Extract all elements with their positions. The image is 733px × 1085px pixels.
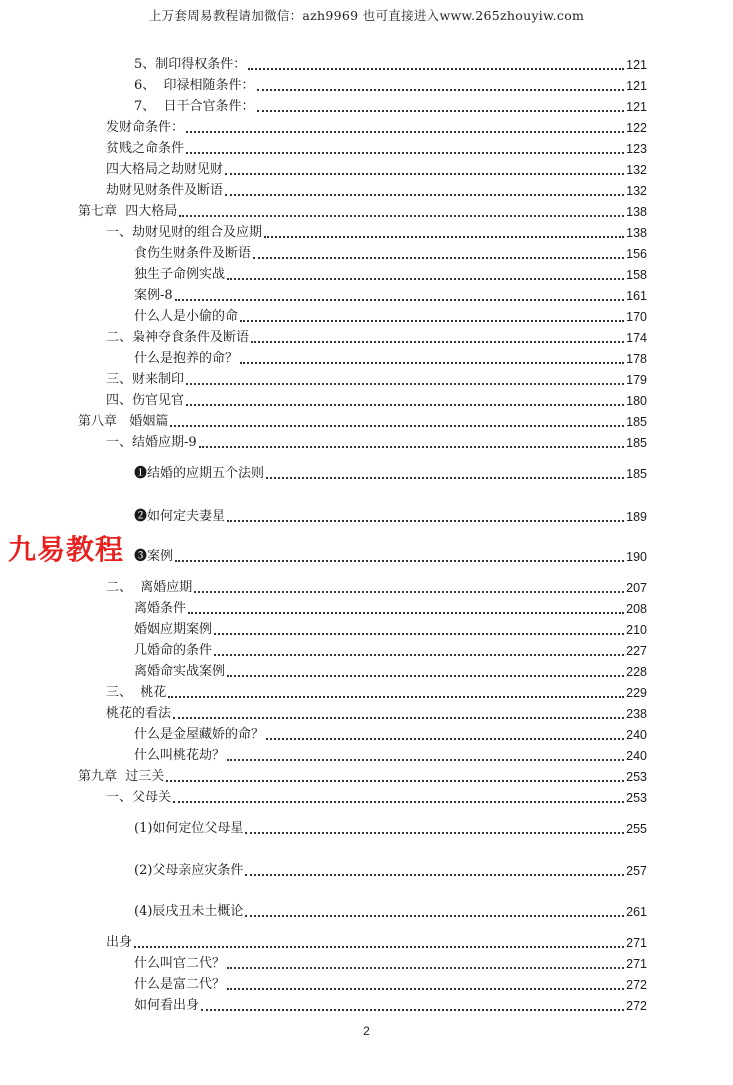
dot-leader (227, 967, 624, 969)
toc-entry-title: 食伤生财条件及断语 (134, 246, 252, 261)
toc-entry-page: 207 (626, 581, 647, 595)
dot-leader (186, 131, 624, 133)
toc-entry-page: 271 (626, 957, 647, 971)
toc-chapter (78, 413, 647, 431)
dot-leader (227, 759, 624, 761)
toc-entry-title: 什么人是小偷的命 (134, 309, 239, 324)
watermark-logo: 九易教程 (8, 533, 125, 566)
toc-entry-title: 三、 桃花 (106, 685, 167, 700)
toc-entry-page: 189 (626, 510, 647, 524)
toc-entry-page: 228 (626, 665, 647, 679)
page-number: 2 (363, 1024, 370, 1038)
toc-entry-title: 二、枭神夺食条件及断语 (106, 330, 250, 345)
toc-entry-title: 5、制印得权条件： (134, 57, 247, 72)
toc-entry-page: 255 (626, 822, 647, 836)
dot-leader (240, 362, 624, 364)
toc-entry-page: 158 (626, 268, 647, 282)
toc-entry (106, 789, 647, 807)
toc-entry-page: 240 (626, 728, 647, 742)
toc-entry-page: 121 (626, 79, 647, 93)
toc-entry-title: 一、父母关 (106, 790, 172, 805)
dot-leader (227, 278, 624, 280)
toc-entry-title: 一、劫财见财的组合及应期 (106, 225, 263, 240)
toc-entry-title: 出身 (106, 935, 133, 950)
toc-entry-title: 什么是金屋藏娇的命？ (134, 727, 265, 742)
toc-entry (134, 465, 647, 483)
toc-entry-title: 独生子命例实战 (134, 267, 226, 282)
dot-leader (264, 236, 624, 238)
toc-entry (134, 955, 647, 973)
toc-entry-page: 179 (626, 373, 647, 387)
toc-entry (134, 308, 647, 326)
dot-leader (240, 320, 624, 322)
toc-entry (134, 98, 647, 116)
toc-entry-page: 122 (626, 121, 647, 135)
toc-entry-page: 121 (626, 100, 647, 114)
toc-entry-page: 185 (626, 467, 647, 481)
dot-leader (214, 654, 624, 656)
dot-leader (225, 173, 624, 175)
toc-entry (134, 663, 647, 681)
toc-entry-page: 272 (626, 999, 647, 1013)
toc-entry (106, 705, 647, 723)
dot-leader (186, 404, 624, 406)
toc-entry-title: 二、 离婚应期 (106, 580, 193, 595)
toc-entry-title: 婚姻应期案例 (134, 622, 213, 637)
dot-leader (245, 874, 624, 876)
toc-entry-page: 156 (626, 247, 647, 261)
toc-entry-page: 180 (626, 394, 647, 408)
dot-leader (248, 68, 624, 70)
toc-entry (134, 56, 647, 74)
toc-entry-title: (4)辰戌丑未土概论 (134, 904, 244, 919)
toc-entry-title: ❸案例 (134, 549, 174, 564)
toc-entry-page: 190 (626, 550, 647, 564)
toc-entry-title: 一、结婚应期-9 (106, 435, 197, 450)
toc-entry-page: 121 (626, 58, 647, 72)
dot-leader (201, 1009, 624, 1011)
dot-leader (199, 446, 624, 448)
toc-entry-page: 253 (626, 770, 647, 784)
toc-entry-title: 什么是抱养的命？ (134, 351, 239, 366)
dot-leader (266, 477, 624, 479)
toc-entry (106, 434, 647, 452)
toc-entry-page: 238 (626, 707, 647, 721)
dot-leader (214, 633, 624, 635)
toc-entry (134, 600, 647, 618)
toc-entry (106, 329, 647, 347)
toc-entry (134, 642, 647, 660)
toc-entry-page: 261 (626, 905, 647, 919)
dot-leader (227, 520, 624, 522)
toc-entry (134, 77, 647, 95)
dot-leader (253, 257, 624, 259)
toc-entry (106, 684, 647, 702)
toc-entry-title: 什么是富二代？ (134, 977, 226, 992)
toc-entry-title: 几婚命的条件 (134, 643, 213, 658)
toc-entry-title: 7、 日干合官条件： (134, 99, 255, 114)
toc-entry-title: 什么叫桃花劫？ (134, 748, 226, 763)
toc-entry (134, 548, 647, 566)
toc-entry (106, 934, 647, 952)
toc-entry-page: 132 (626, 184, 647, 198)
toc-entry (106, 119, 647, 137)
toc-entry (134, 621, 647, 639)
toc-entry (134, 350, 647, 368)
toc-entry (134, 862, 647, 880)
dot-leader (245, 915, 624, 917)
toc-entry-page: 257 (626, 864, 647, 878)
toc-entry-page: 138 (626, 205, 647, 219)
toc-entry-title: (2)父母亲应灾条件 (134, 863, 244, 878)
toc-entry-title: 6、 印禄相随条件： (134, 78, 255, 93)
dot-leader (186, 383, 624, 385)
dot-leader (194, 591, 624, 593)
toc-entry-page: 138 (626, 226, 647, 240)
toc-entry (134, 726, 647, 744)
toc-entry (106, 161, 647, 179)
toc-entry (106, 392, 647, 410)
dot-leader (227, 988, 624, 990)
toc-entry (134, 245, 647, 263)
dot-leader (173, 717, 624, 719)
toc-entry-page: 161 (626, 289, 647, 303)
page-header: 上万套周易教程请加微信：azh9969 也可直接进入www.265zhouyiw.com (148, 8, 585, 23)
toc-entry-page: 174 (626, 331, 647, 345)
toc-chapter (78, 203, 647, 221)
toc-entry-page: 123 (626, 142, 647, 156)
dot-leader (175, 560, 624, 562)
toc-entry-title: 案例-8 (134, 288, 173, 303)
toc-entry-title: 什么叫官二代？ (134, 956, 226, 971)
toc-entry (134, 508, 647, 526)
toc-entry-title: 劫财见财条件及断语 (106, 183, 224, 198)
dot-leader (257, 89, 625, 91)
dot-leader (175, 299, 624, 301)
toc-entry (106, 224, 647, 242)
dot-leader (166, 780, 624, 782)
dot-leader (266, 738, 624, 740)
toc-entry-title: 桃花的看法 (106, 706, 172, 721)
toc-entry (134, 976, 647, 994)
toc-entry-title: 贫贱之命条件 (106, 141, 185, 156)
toc-entry-title: ❶结婚的应期五个法则 (134, 466, 265, 481)
toc-entry-title: 如何看出身 (134, 998, 200, 1013)
dot-leader (173, 801, 624, 803)
toc-entry (134, 820, 647, 838)
toc-entry-page: 132 (626, 163, 647, 177)
dot-leader (188, 612, 624, 614)
toc-entry-title: 第八章 婚姻篇 (78, 414, 169, 429)
toc-entry (106, 579, 647, 597)
toc-entry-title: 离婚条件 (134, 601, 187, 616)
toc-entry-page: 178 (626, 352, 647, 366)
toc-entry (134, 287, 647, 305)
toc-entry-page: 170 (626, 310, 647, 324)
dot-leader (168, 696, 624, 698)
toc-entry-page: 208 (626, 602, 647, 616)
toc-entry-page: 185 (626, 415, 647, 429)
dot-leader (225, 194, 624, 196)
toc-entry-page: 229 (626, 686, 647, 700)
toc-entry-title: 四大格局之劫财见财 (106, 162, 224, 177)
dot-leader (170, 425, 624, 427)
toc-entry-title: ❷如何定夫妻星 (134, 509, 226, 524)
dot-leader (186, 152, 624, 154)
toc-entry-page: 253 (626, 791, 647, 805)
dot-leader (227, 675, 624, 677)
toc-entry (106, 182, 647, 200)
toc-entry-title: 四、伤官见官 (106, 393, 185, 408)
toc-entry (134, 747, 647, 765)
dot-leader (134, 946, 624, 948)
toc-entry-page: 185 (626, 436, 647, 450)
dot-leader (251, 341, 624, 343)
toc-entry-page: 227 (626, 644, 647, 658)
toc-entry-title: 三、财来制印 (106, 372, 185, 387)
toc-entry-title: (1)如何定位父母星 (134, 821, 244, 836)
toc-entry (134, 997, 647, 1015)
toc-entry-page: 272 (626, 978, 647, 992)
toc-entry-title: 离婚命实战案例 (134, 664, 226, 679)
toc-chapter (78, 768, 647, 786)
dot-leader (179, 215, 624, 217)
toc-entry (106, 140, 647, 158)
toc-entry (106, 371, 647, 389)
toc-entry-title: 第九章 过三关 (78, 769, 165, 784)
dot-leader (245, 832, 624, 834)
toc-entry-page: 240 (626, 749, 647, 763)
toc-entry-page: 210 (626, 623, 647, 637)
dot-leader (257, 110, 625, 112)
toc-entry-title: 发财命条件： (106, 120, 185, 135)
toc-entry (134, 266, 647, 284)
toc-entry-title: 第七章 四大格局 (78, 204, 178, 219)
toc-entry-page: 271 (626, 936, 647, 950)
toc-entry (134, 903, 647, 921)
